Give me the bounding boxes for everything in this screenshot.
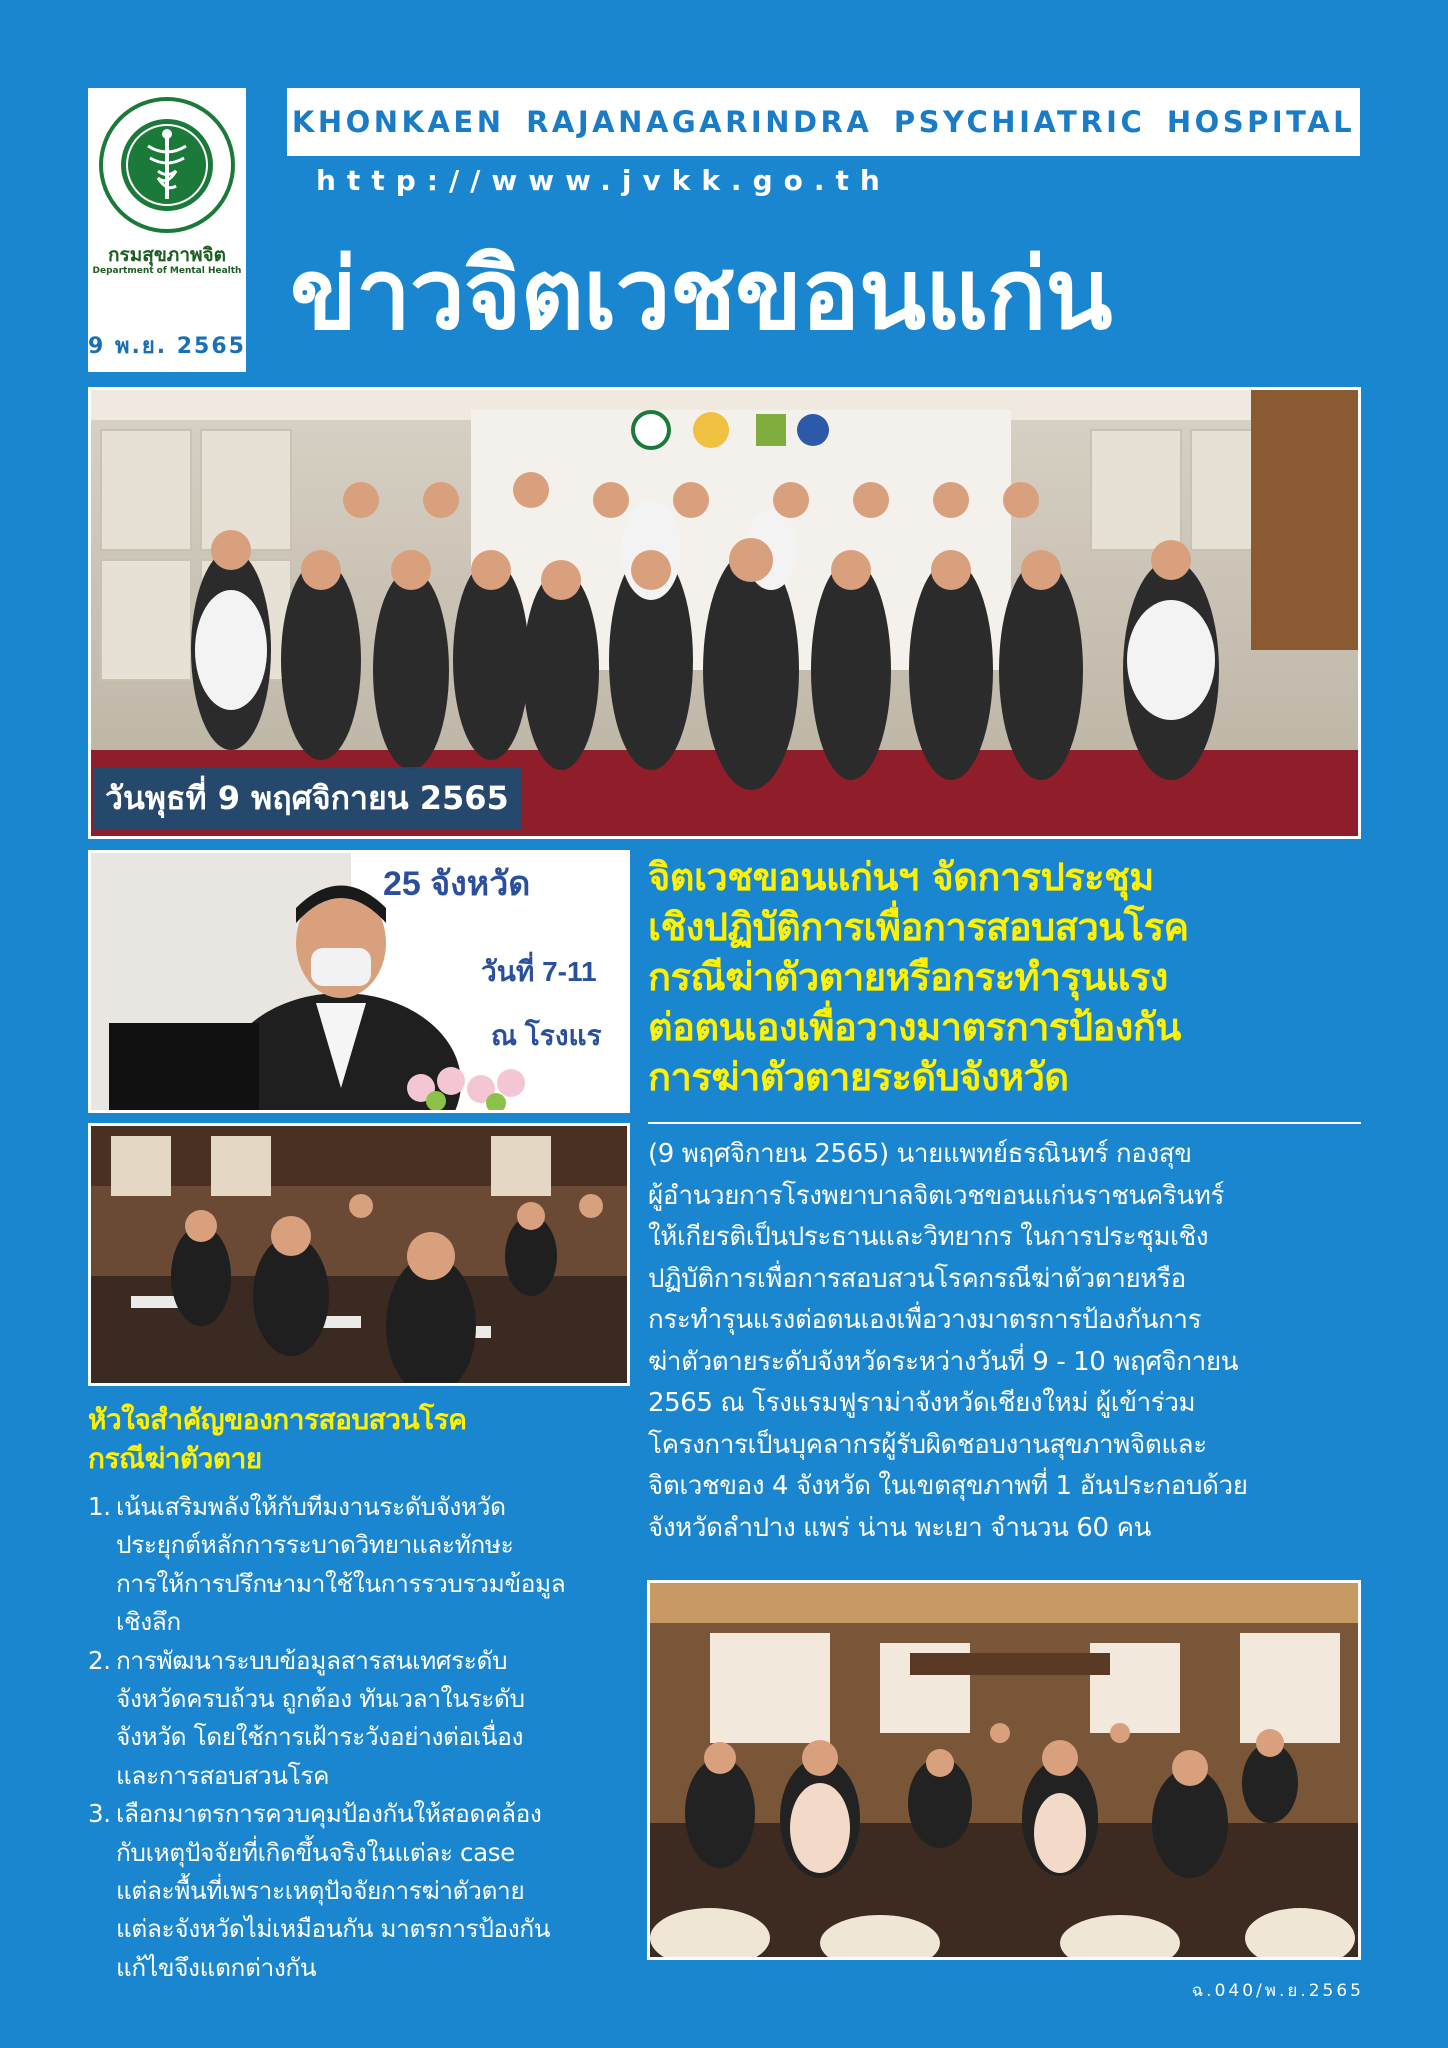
department-name-thai: กรมสุขภาพจิต <box>107 244 226 266</box>
body-line: กระทำรุนแรงต่อตนเองเพื่อวางมาตรการป้องกันการ <box>648 1305 1202 1335</box>
hospital-name-banner: KHONKAEN RAJANAGARINDRA PSYCHIATRIC HOSPITAL <box>287 88 1360 156</box>
list-item-line: เน้นเสริมพลังให้กับทีมงานระดับจังหวัด <box>116 1492 506 1521</box>
issue-date: 9 พ.ย. 2565 <box>88 334 246 359</box>
photo-date-caption: วันพุธที่ 9 พฤศจิกายน 2565 <box>93 767 521 829</box>
list-item-line: แก้ไขจึงแตกต่างกัน <box>116 1952 317 1982</box>
list-item-line: เลือกมาตรการควบคุมป้องกันให้สอดคล้อง <box>116 1799 542 1829</box>
headline-line: เชิงปฏิบัติการเพื่อการสอบสวนโรค <box>648 905 1189 949</box>
workshop-room-photo <box>88 1123 630 1386</box>
key-points-list <box>88 1488 636 1987</box>
logo-panel <box>88 88 246 372</box>
article-body <box>648 1134 1363 1549</box>
website-url[interactable]: http://www.jvkk.go.th <box>316 164 891 197</box>
headline-line: กรณีฆ่าตัวตายหรือกระทำรุนแรง <box>648 955 1168 999</box>
list-item <box>88 1642 636 1796</box>
list-item-line: แต่ละพื้นที่เพราะเหตุปัจจัยการฆ่าตัวตาย <box>116 1875 525 1905</box>
list-item <box>88 1795 636 1987</box>
banner-text-line3: ณ โรงแร <box>491 1020 602 1051</box>
list-item-line: จังหวัดครบถ้วน ถูกต้อง ทันเวลาในระดับ <box>116 1683 525 1713</box>
key-points-title <box>88 1400 633 1478</box>
list-item-line: กับเหตุปัจจัยที่เกิดขึ้นจริงในแต่ละ case <box>116 1837 515 1867</box>
list-item-number: 3. <box>88 1799 111 1829</box>
body-line: ผู้อำนวยการโรงพยาบาลจิตเวชขอนแก่นราชนครินทร์ <box>648 1180 1225 1211</box>
list-item-line: และการสอบสวนโรค <box>116 1760 330 1790</box>
speaker-photo <box>88 850 630 1113</box>
body-line: (9 พฤศจิกายน 2565) นายแพทย์ธรณินทร์ กองสุข <box>648 1139 1192 1169</box>
list-item-number: 1. <box>88 1492 111 1521</box>
list-item-number: 2. <box>88 1645 111 1675</box>
body-line: ให้เกียรติเป็นประธานและวิทยากร ในการประชุมเชิง <box>648 1222 1209 1252</box>
body-line: ฆ่าตัวตายระดับจังหวัดระหว่างวันที่ 9 - 10 พฤศจิกายน <box>648 1346 1239 1377</box>
key-points-title-line: หัวใจสำคัญของการสอบสวนโรค <box>88 1403 467 1436</box>
body-line: จังหวัดลำปาง แพร่ น่าน พะเยา จำนวน 60 คน <box>648 1512 1151 1543</box>
masthead-title: ข่าวจิตเวชขอนแก่น <box>290 238 1112 352</box>
body-line: โครงการเป็นบุคลากรผู้รับผิดชอบงานสุขภาพจิตและ <box>648 1429 1207 1460</box>
article-headline <box>648 852 1368 1102</box>
list-item-line: จังหวัด โดยใช้การเฝ้าระวังอย่างต่อเนื่อง <box>116 1722 524 1752</box>
list-item-line: แต่ละจังหวัดไม่เหมือนกัน มาตรการป้องกัน <box>116 1914 551 1944</box>
list-item-line: การพัฒนาระบบข้อมูลสารสนเทศระดับ <box>116 1645 508 1675</box>
body-line: 2565 ณ โรงแรมฟูราม่าจังหวัดเชียงใหม่ ผู้เข้าร่วม <box>648 1388 1196 1418</box>
ministry-seal-logo <box>98 96 236 234</box>
headline-divider <box>648 1122 1361 1124</box>
document-reference: ฉ.040/พ.ย.2565 <box>1191 1981 1364 2001</box>
body-line: ปฏิบัติการเพื่อการสอบสวนโรคกรณีฆ่าตัวตายหรือ <box>648 1263 1186 1294</box>
headline-line: ต่อตนเองเพื่อวางมาตรการป้องกัน <box>648 1005 1181 1049</box>
headline-line: จิตเวชขอนแก่นฯ จัดการประชุม <box>648 855 1154 899</box>
department-name-english: Department of Mental Health <box>92 266 242 276</box>
body-line: จิตเวชของ 4 จังหวัด ในเขตสุขภาพที่ 1 อันประกอบด้วย <box>648 1471 1248 1501</box>
banner-text-line1: 25 จังหวัด <box>383 865 531 903</box>
list-item-line: เชิงลึก <box>116 1607 181 1637</box>
list-item <box>88 1488 636 1642</box>
headline-line: การฆ่าตัวตายระดับจังหวัด <box>648 1055 1069 1099</box>
key-points-title-line: กรณีฆ่าตัวตาย <box>88 1442 262 1475</box>
banner-text-line2: วันที่ 7-11 <box>481 956 597 987</box>
participants-photo <box>647 1580 1361 1960</box>
list-item-line: ประยุกต์หลักการระบาดวิทยาและทักษะ <box>116 1530 514 1560</box>
list-item-line: การให้การปรึกษามาใช้ในการรวบรวมข้อมูล <box>116 1568 566 1598</box>
